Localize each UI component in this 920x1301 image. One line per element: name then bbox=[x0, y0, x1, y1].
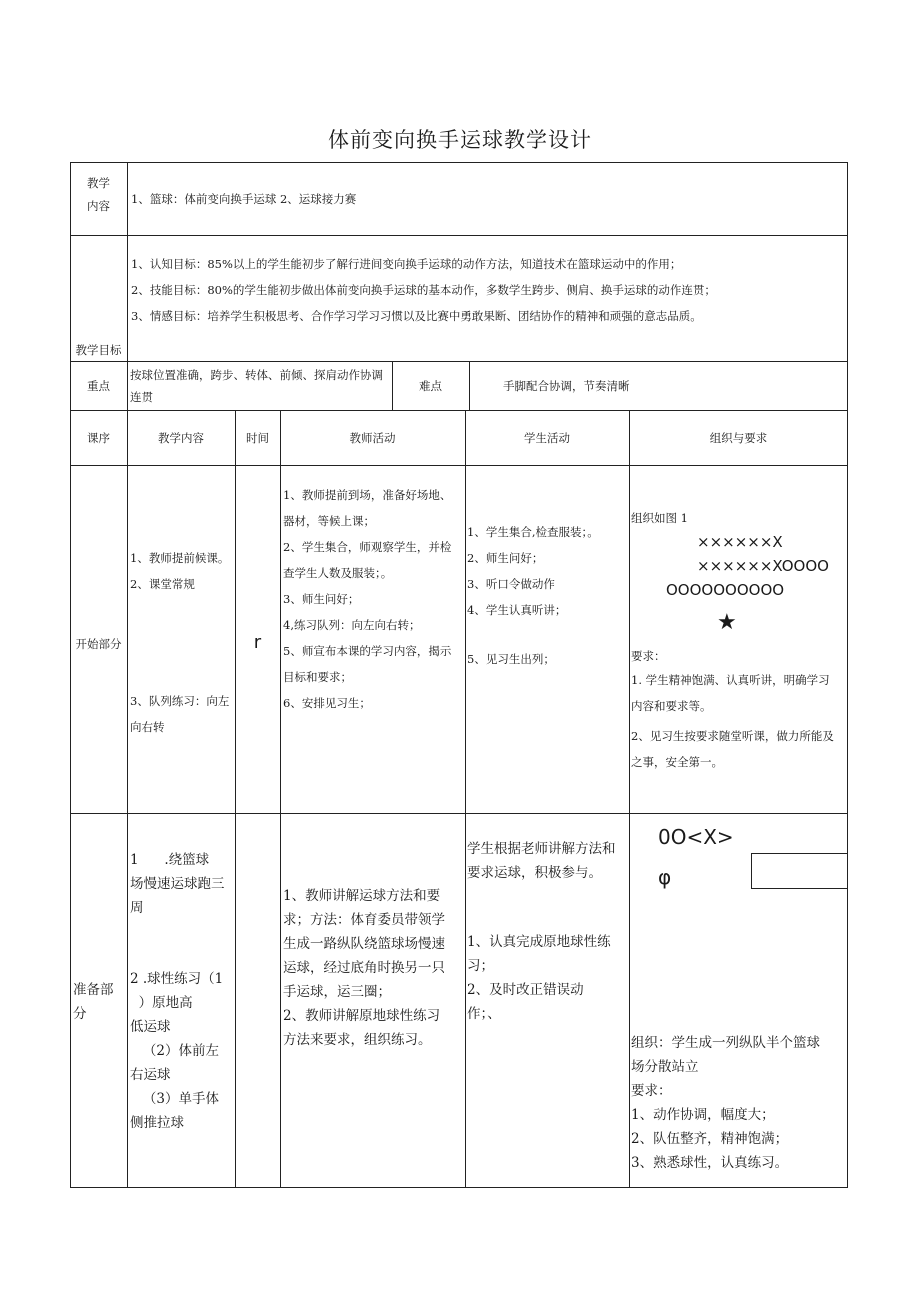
list-item: 4,练习队列：向左向右转； bbox=[283, 618, 421, 632]
list-item: 1、教师讲解运球方法和要 bbox=[283, 888, 441, 904]
col-divider bbox=[280, 410, 281, 1188]
list-item: 3、师生问好； bbox=[283, 592, 360, 606]
list-item: 右运球 bbox=[130, 1067, 171, 1083]
list-item: 器材，等候上课； bbox=[283, 514, 375, 528]
goal-item: 1、认知目标：85%以上的学生能初步了解行进间变向换手运球的动作方法，知道技术在篮球运动中的作用； bbox=[131, 257, 682, 271]
list-item: 侧推拉球 bbox=[130, 1115, 184, 1131]
header-organization: 组织与要求 bbox=[709, 431, 768, 445]
formation-row: OOOOOOOOOO bbox=[666, 581, 785, 599]
prep-content-a bbox=[130, 848, 235, 920]
start-req-title: 要求： bbox=[631, 649, 666, 663]
diagram-divider bbox=[751, 853, 848, 854]
list-item: 3、熟悉球性，认真练习。 bbox=[631, 1155, 789, 1171]
list-item: 目标和要求； bbox=[283, 670, 352, 684]
row-divider bbox=[70, 410, 848, 411]
start-student-activities bbox=[467, 519, 627, 623]
list-item: 手运球，运三圈； bbox=[283, 984, 391, 1000]
header-time: 时间 bbox=[246, 431, 269, 445]
list-item: 要求运球，积极参与。 bbox=[467, 865, 602, 881]
key-text: 按球位置准确，跨步、转体、前倾、探肩动作协调连贯 bbox=[130, 368, 383, 404]
prep-student-a bbox=[467, 837, 629, 885]
list-item: 习； bbox=[467, 958, 494, 974]
content-label: 教学 内容 bbox=[87, 176, 110, 213]
list-item: 场慢速运球跑三 bbox=[130, 876, 225, 892]
difficult-text: 手脚配合协调，节奏清晰 bbox=[503, 379, 630, 393]
list-item: 4、学生认真听讲； bbox=[467, 603, 567, 617]
list-item: 之事，安全第一。 bbox=[631, 755, 723, 769]
list-item: 1、动作协调，幅度大； bbox=[631, 1107, 775, 1123]
content-text: 1、篮球：体前变向换手运球 2、运球接力赛 bbox=[131, 192, 357, 206]
list-item: 2、课堂常规 bbox=[130, 577, 195, 591]
list-item: 学生根据老师讲解方法和 bbox=[467, 841, 616, 857]
list-item: 求；方法：体育委员带领学 bbox=[283, 912, 445, 928]
goal-item: 3、情感目标：培养学生积极思考、合作学习学习习惯以及比赛中勇敢果断、团结协作的精神和顽强的意志品质。 bbox=[131, 309, 702, 323]
list-item: （3）单手体 bbox=[130, 1091, 219, 1107]
list-item: 3、队列练习：向左 bbox=[130, 694, 230, 708]
col-divider bbox=[629, 410, 630, 1188]
start-content bbox=[130, 545, 234, 597]
list-item: 要求： bbox=[631, 1083, 672, 1099]
list-item: 2、及时改正错误动 bbox=[467, 982, 584, 998]
row-divider bbox=[70, 465, 848, 466]
teacher-star-icon: ★ bbox=[717, 610, 737, 635]
list-item: 场分散站立 bbox=[631, 1059, 699, 1075]
goals-list bbox=[131, 251, 845, 329]
prep-diagram-text: 0O<X> bbox=[658, 825, 734, 849]
prep-content-b bbox=[130, 967, 235, 1135]
prep-student-b bbox=[467, 930, 629, 1026]
list-item: 1. 学生精神饱满、认真听讲，明确学习 bbox=[631, 673, 830, 687]
col-divider bbox=[469, 361, 470, 410]
start-org-title: 组织如图 1 bbox=[631, 511, 688, 525]
col-divider bbox=[465, 410, 466, 1188]
header-lesson-order: 课序 bbox=[87, 431, 110, 445]
list-item: 2、队伍整齐，精神饱满； bbox=[631, 1131, 789, 1147]
goals-label: 教学目标 bbox=[75, 343, 122, 357]
list-item: 周 bbox=[130, 900, 144, 916]
list-item: 2、见习生按要求随堂听课，做力所能及 bbox=[631, 729, 834, 743]
list-item: 低运球 bbox=[130, 1019, 171, 1035]
diagram-divider bbox=[751, 853, 752, 888]
header-student: 学生活动 bbox=[524, 431, 570, 445]
prep-diagram-symbol: φ bbox=[658, 865, 672, 889]
list-item: 2、学生集合，师观察学生，并检 bbox=[283, 540, 452, 554]
key-label: 重点 bbox=[87, 379, 110, 393]
goal-item: 2、技能目标：80%的学生能初步做出体前变向换手运球的基本动作，多数学生跨步、侧肩、换手运球的动作连贯； bbox=[131, 283, 716, 297]
list-item: 运球，经过底角时换另一只 bbox=[283, 960, 445, 976]
list-item: 生成一路纵队绕篮球场慢速 bbox=[283, 936, 445, 952]
col-divider bbox=[127, 162, 128, 1188]
list-item: 查学生人数及服装；。 bbox=[283, 566, 393, 580]
row-divider bbox=[70, 813, 848, 814]
list-item: 2、教师讲解原地球性练习 bbox=[283, 1008, 441, 1024]
start-teacher-activities bbox=[283, 482, 465, 716]
header-teacher: 教师活动 bbox=[349, 431, 396, 445]
start-time: r bbox=[253, 632, 262, 653]
list-item: 2 .球性练习（1 bbox=[130, 971, 224, 987]
list-item: 1 .绕篮球 bbox=[130, 852, 210, 868]
list-item: 1、学生集合,检查服装；。 bbox=[467, 525, 599, 539]
list-item: 方法来要求，组织练习。 bbox=[283, 1032, 432, 1048]
list-item: ）原地高 bbox=[130, 995, 193, 1011]
formation-row: ××××××X bbox=[697, 533, 783, 551]
col-divider bbox=[235, 410, 236, 1188]
prep-teacher-activities bbox=[283, 884, 465, 1052]
list-item: 1、教师提前候课。 bbox=[130, 551, 230, 565]
phase-prep-label: 准备部 分 bbox=[73, 982, 114, 1022]
list-item: 1、教师提前到场，准备好场地、 bbox=[283, 488, 452, 502]
header-content: 教学内容 bbox=[158, 431, 204, 445]
prep-organization bbox=[631, 1031, 847, 1175]
row-divider bbox=[70, 361, 848, 362]
formation-diagram bbox=[631, 530, 846, 602]
list-item: 6、安排见习生； bbox=[283, 696, 371, 710]
start-content-drill bbox=[130, 688, 234, 740]
list-item: 作；、 bbox=[467, 1006, 501, 1022]
list-item: 内容和要求等。 bbox=[631, 699, 712, 713]
list-item: 1、认真完成原地球性练 bbox=[467, 934, 611, 950]
list-item: 2、师生问好； bbox=[467, 551, 544, 565]
difficult-label: 难点 bbox=[419, 379, 442, 393]
phase-start-label: 开始部分 bbox=[75, 637, 122, 651]
page-title: 体前变向换手运球教学设计 bbox=[328, 128, 592, 152]
list-item: 5、师宣布本课的学习内容，揭示 bbox=[283, 644, 452, 658]
formation-row: ××××××XOOOO bbox=[697, 557, 829, 575]
list-item: 3、听口令做动作 bbox=[467, 577, 555, 591]
diagram-divider bbox=[751, 888, 848, 889]
row-divider bbox=[70, 235, 848, 236]
start-requirements bbox=[631, 667, 847, 775]
list-item: （2）体前左 bbox=[130, 1043, 219, 1059]
start-student-extra: 5、见习生出列； bbox=[467, 652, 555, 666]
list-item: 组织：学生成一列纵队半个篮球 bbox=[631, 1035, 820, 1051]
list-item: 向右转 bbox=[130, 720, 165, 734]
